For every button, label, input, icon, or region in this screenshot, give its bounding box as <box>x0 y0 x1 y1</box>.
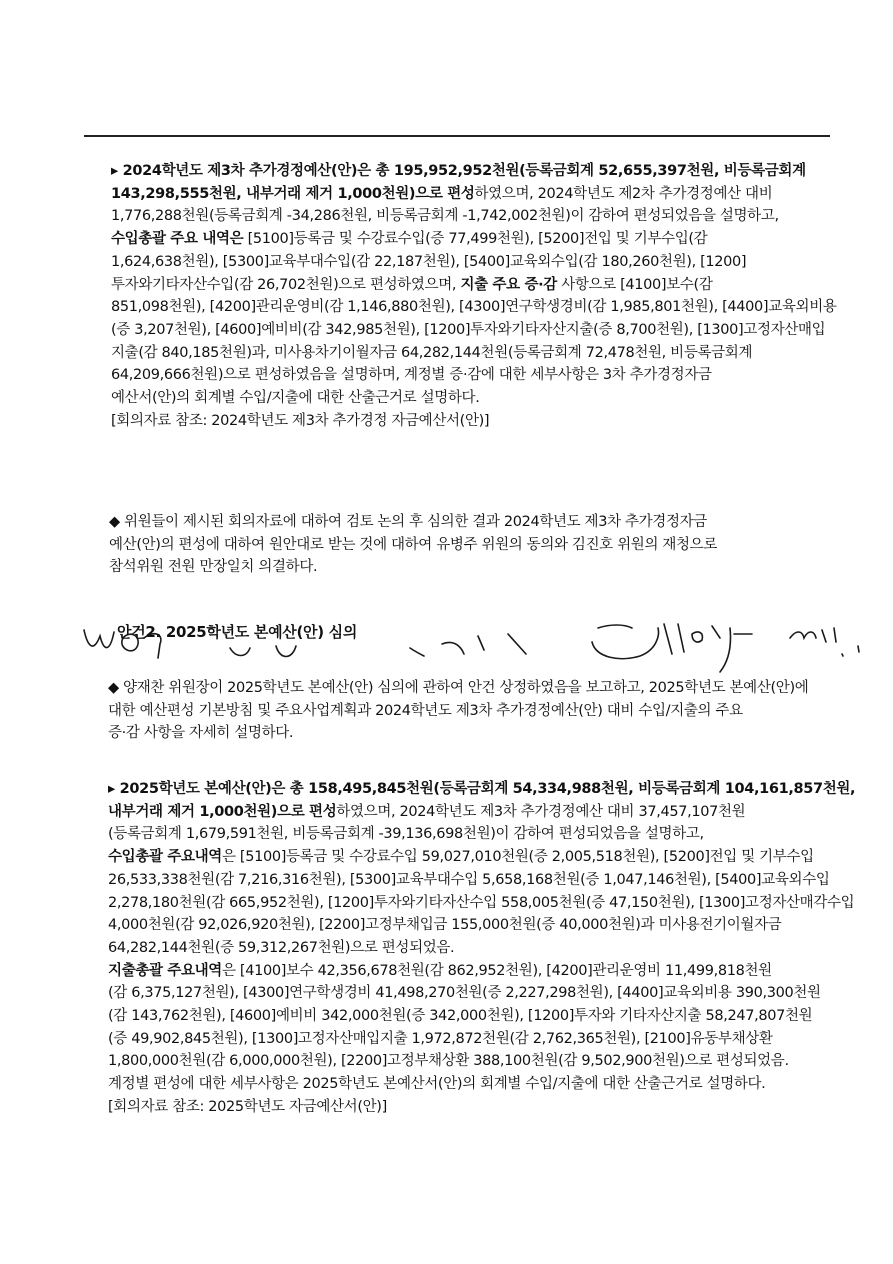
text-line <box>108 846 855 869</box>
text-line <box>108 960 855 983</box>
text-run: (등록금회계 1,679,591천원, 비등록금회계 -39,136,698천원)이 감하여 편성되었음을 설명하고, <box>108 826 704 843</box>
text-run: 예산서(안)의 회계별 수입/지출에 대한 산출근거로 설명하다. <box>111 390 480 407</box>
text-line <box>109 556 717 579</box>
text-line <box>111 160 837 183</box>
text-line <box>108 801 855 824</box>
text-run: [회의자료 참조: 2025학년도 자금예산서(안)] <box>108 1098 387 1115</box>
bold-text-run: 내부거래 제거 1,000천원)으로 편성 <box>108 803 337 820</box>
text-run: 대한 예산편성 기본방침 및 주요사업계획과 2024학년도 제3차 추가경정예산(안) 대비 수입/지출의 주요 <box>108 702 743 719</box>
bold-text-run: 143,298,555천원, 내부거래 제거 1,000천원)으로 편성 <box>111 185 475 202</box>
text-run: 851,098천원), [4200]관리운영비(감 1,146,880천원), [4300]연구학생경비(감 1,985,801천원), [4400]교육외비용 <box>111 299 837 316</box>
text-run: (감 6,375,127천원), [4300]연구학생경비 41,498,270천원(증 2,227,298천원), [4400]교육외비용 390,300천원 <box>108 985 821 1002</box>
bold-text-run: 수입총괄 주요 내역은 <box>111 231 244 248</box>
text-line <box>108 869 855 892</box>
text-line <box>108 914 855 937</box>
text-run: 64,282,144천원(증 59,312,267천원)으로 편성되었음. <box>108 939 455 956</box>
text-run: 증·감 사항을 자세히 설명하다. <box>108 725 294 742</box>
text-run: [회의자료 참조: 2024학년도 제3차 추가경정 자금예산서(안)] <box>111 412 490 429</box>
budget-2024-3rd-supplementary-summary <box>111 160 837 432</box>
bold-text-run: 지출총괄 주요내역 <box>108 962 222 979</box>
text-run: (증 3,207천원), [4600]예비비(감 342,985천원), [1200]투자와기타자산지출(증 8,700천원), [1300]고정자산매입 <box>111 321 826 338</box>
text-run: 1,800,000천원(감 6,000,000천원), [2200]고정부채상환 388,100천원(감 9,502,900천원)으로 편성되었음. <box>108 1053 789 1070</box>
handwritten-signature-scribble <box>80 608 870 678</box>
text-line <box>108 677 808 700</box>
text-line <box>111 296 837 319</box>
text-line <box>108 937 855 960</box>
chair-report-paragraph <box>108 677 808 745</box>
text-run: 하였으며, 2024학년도 제2차 추가경정예산 대비 <box>474 185 773 202</box>
text-line <box>108 700 808 723</box>
text-run: 은 [4100]보수 42,356,678천원(감 862,952천원), [4200]관리운영비 11,499,818천원 <box>221 962 772 979</box>
text-run: 2,278,180천원(감 665,952천원), [1200]투자와기타자산수입 558,005천원(증 47,150천원), [1300]고정자산매각수입 <box>108 894 855 911</box>
budget-2025-main-summary <box>108 778 855 1119</box>
text-line <box>109 534 717 557</box>
text-run: 1,624,638천원), [5300]교육부대수입(감 22,187천원), [5400]교육외수입(감 180,260천원), [1200] <box>111 253 747 270</box>
text-line <box>111 342 837 365</box>
text-run: 하였으며, 2024학년도 제3차 추가경정예산 대비 37,457,107천원 <box>336 803 746 820</box>
text-run: 예산(안)의 편성에 대하여 원안대로 받는 것에 대하여 유병주 위원의 동의와 김진호 위원의 재청으로 <box>109 536 718 553</box>
text-line <box>108 1005 855 1028</box>
text-run: (증 49,902,845천원), [1300]고정자산매입지출 1,972,872천원(감 2,762,365천원), [2100]유동부채상환 <box>108 1030 773 1047</box>
text-run: ◆ 양재찬 위원장이 2025학년도 본예산(안) 심의에 관하여 안건 상정하였음을 보고하고, 2025학년도 본예산(안)에 <box>108 680 809 696</box>
text-line <box>108 823 855 846</box>
text-run: 64,209,666천원)으로 편성하였음을 설명하며, 계정별 증·감에 대한 세부사항은 3차 추가경정자금 <box>111 367 712 384</box>
bold-text-run: ▸ 2025학년도 본예산(안)은 총 158,495,845천원(등록금회계 54,334,988천원, 비등록금회계 104,161,857천원, <box>108 781 856 797</box>
bold-text-run: ▸ 2024학년도 제3차 추가경정예산(안)은 총 195,952,952천원(등록금회계 52,655,397천원, 비등록금회계 <box>111 163 806 179</box>
text-line <box>111 228 837 251</box>
text-run: 26,533,338천원(감 7,216,316천원), [5300]교육부대수입 5,658,168천원(증 1,047,146천원), [5400]교육외수입 <box>108 871 830 888</box>
text-line <box>108 1073 855 1096</box>
text-run: 지출(감 840,185천원)과, 미사용차기이월자금 64,282,144천원(등록금회계 72,478천원, 비등록금회계 <box>111 344 753 361</box>
text-line <box>108 1028 855 1051</box>
text-run: 은 [5100]등록금 및 수강료수입 59,027,010천원(증 2,005,518천원), [5200]전입 및 기부수입 <box>221 849 814 866</box>
text-line <box>111 183 837 206</box>
text-run: 투자와기타자산수입(감 26,702천원)으로 편성하였으며, <box>111 276 461 293</box>
text-run: 1,776,288천원(등록금회계 -34,286천원, 비등록금회계 -1,742,002천원)이 감하여 편성되었음을 설명하고, <box>111 208 779 225</box>
bold-text-run: 수입총괄 주요내역 <box>108 849 222 866</box>
text-run: 사항으로 [4100]보수(감 <box>556 276 713 293</box>
text-line <box>109 511 717 534</box>
bold-text-run: 지출 주요 증·감 <box>460 276 557 293</box>
text-line <box>111 364 837 387</box>
text-line <box>111 410 837 433</box>
agenda-item-2-title: 안건2. 2025학년도 본예산(안) 심의 <box>117 623 358 641</box>
text-run: 4,000천원(감 92,026,920천원), [2200]고정부채입금 155,000천원(증 40,000천원)과 미사용전기이월자금 <box>108 917 782 934</box>
text-run: 참석위원 전원 만장일치 의결하다. <box>109 559 318 576</box>
text-line <box>111 274 837 297</box>
text-line <box>108 722 808 745</box>
resolution-paragraph <box>109 511 717 579</box>
text-run: ◆ 위원들이 제시된 회의자료에 대하여 검토 논의 후 심의한 결과 2024학년도 제3차 추가경정자금 <box>109 514 707 530</box>
text-line <box>111 387 837 410</box>
text-line <box>111 205 837 228</box>
text-line <box>108 1050 855 1073</box>
text-run: 계정별 편성에 대한 세부사항은 2025학년도 본예산서(안)의 회계별 수입/지출에 대한 산출근거로 설명하다. <box>108 1076 766 1093</box>
text-run: (감 143,762천원), [4600]예비비 342,000천원(증 342,000천원), [1200]투자와 기타자산지출 58,247,807천원 <box>108 1008 813 1025</box>
text-line <box>108 778 855 801</box>
header-divider <box>84 135 830 137</box>
text-line <box>111 251 837 274</box>
text-line <box>108 982 855 1005</box>
text-line <box>108 892 855 915</box>
text-line <box>108 1096 855 1119</box>
text-run: [5100]등록금 및 수강료수입(증 77,499천원), [5200]전입 및 기부수입(감 <box>243 231 708 248</box>
text-line <box>111 319 837 342</box>
